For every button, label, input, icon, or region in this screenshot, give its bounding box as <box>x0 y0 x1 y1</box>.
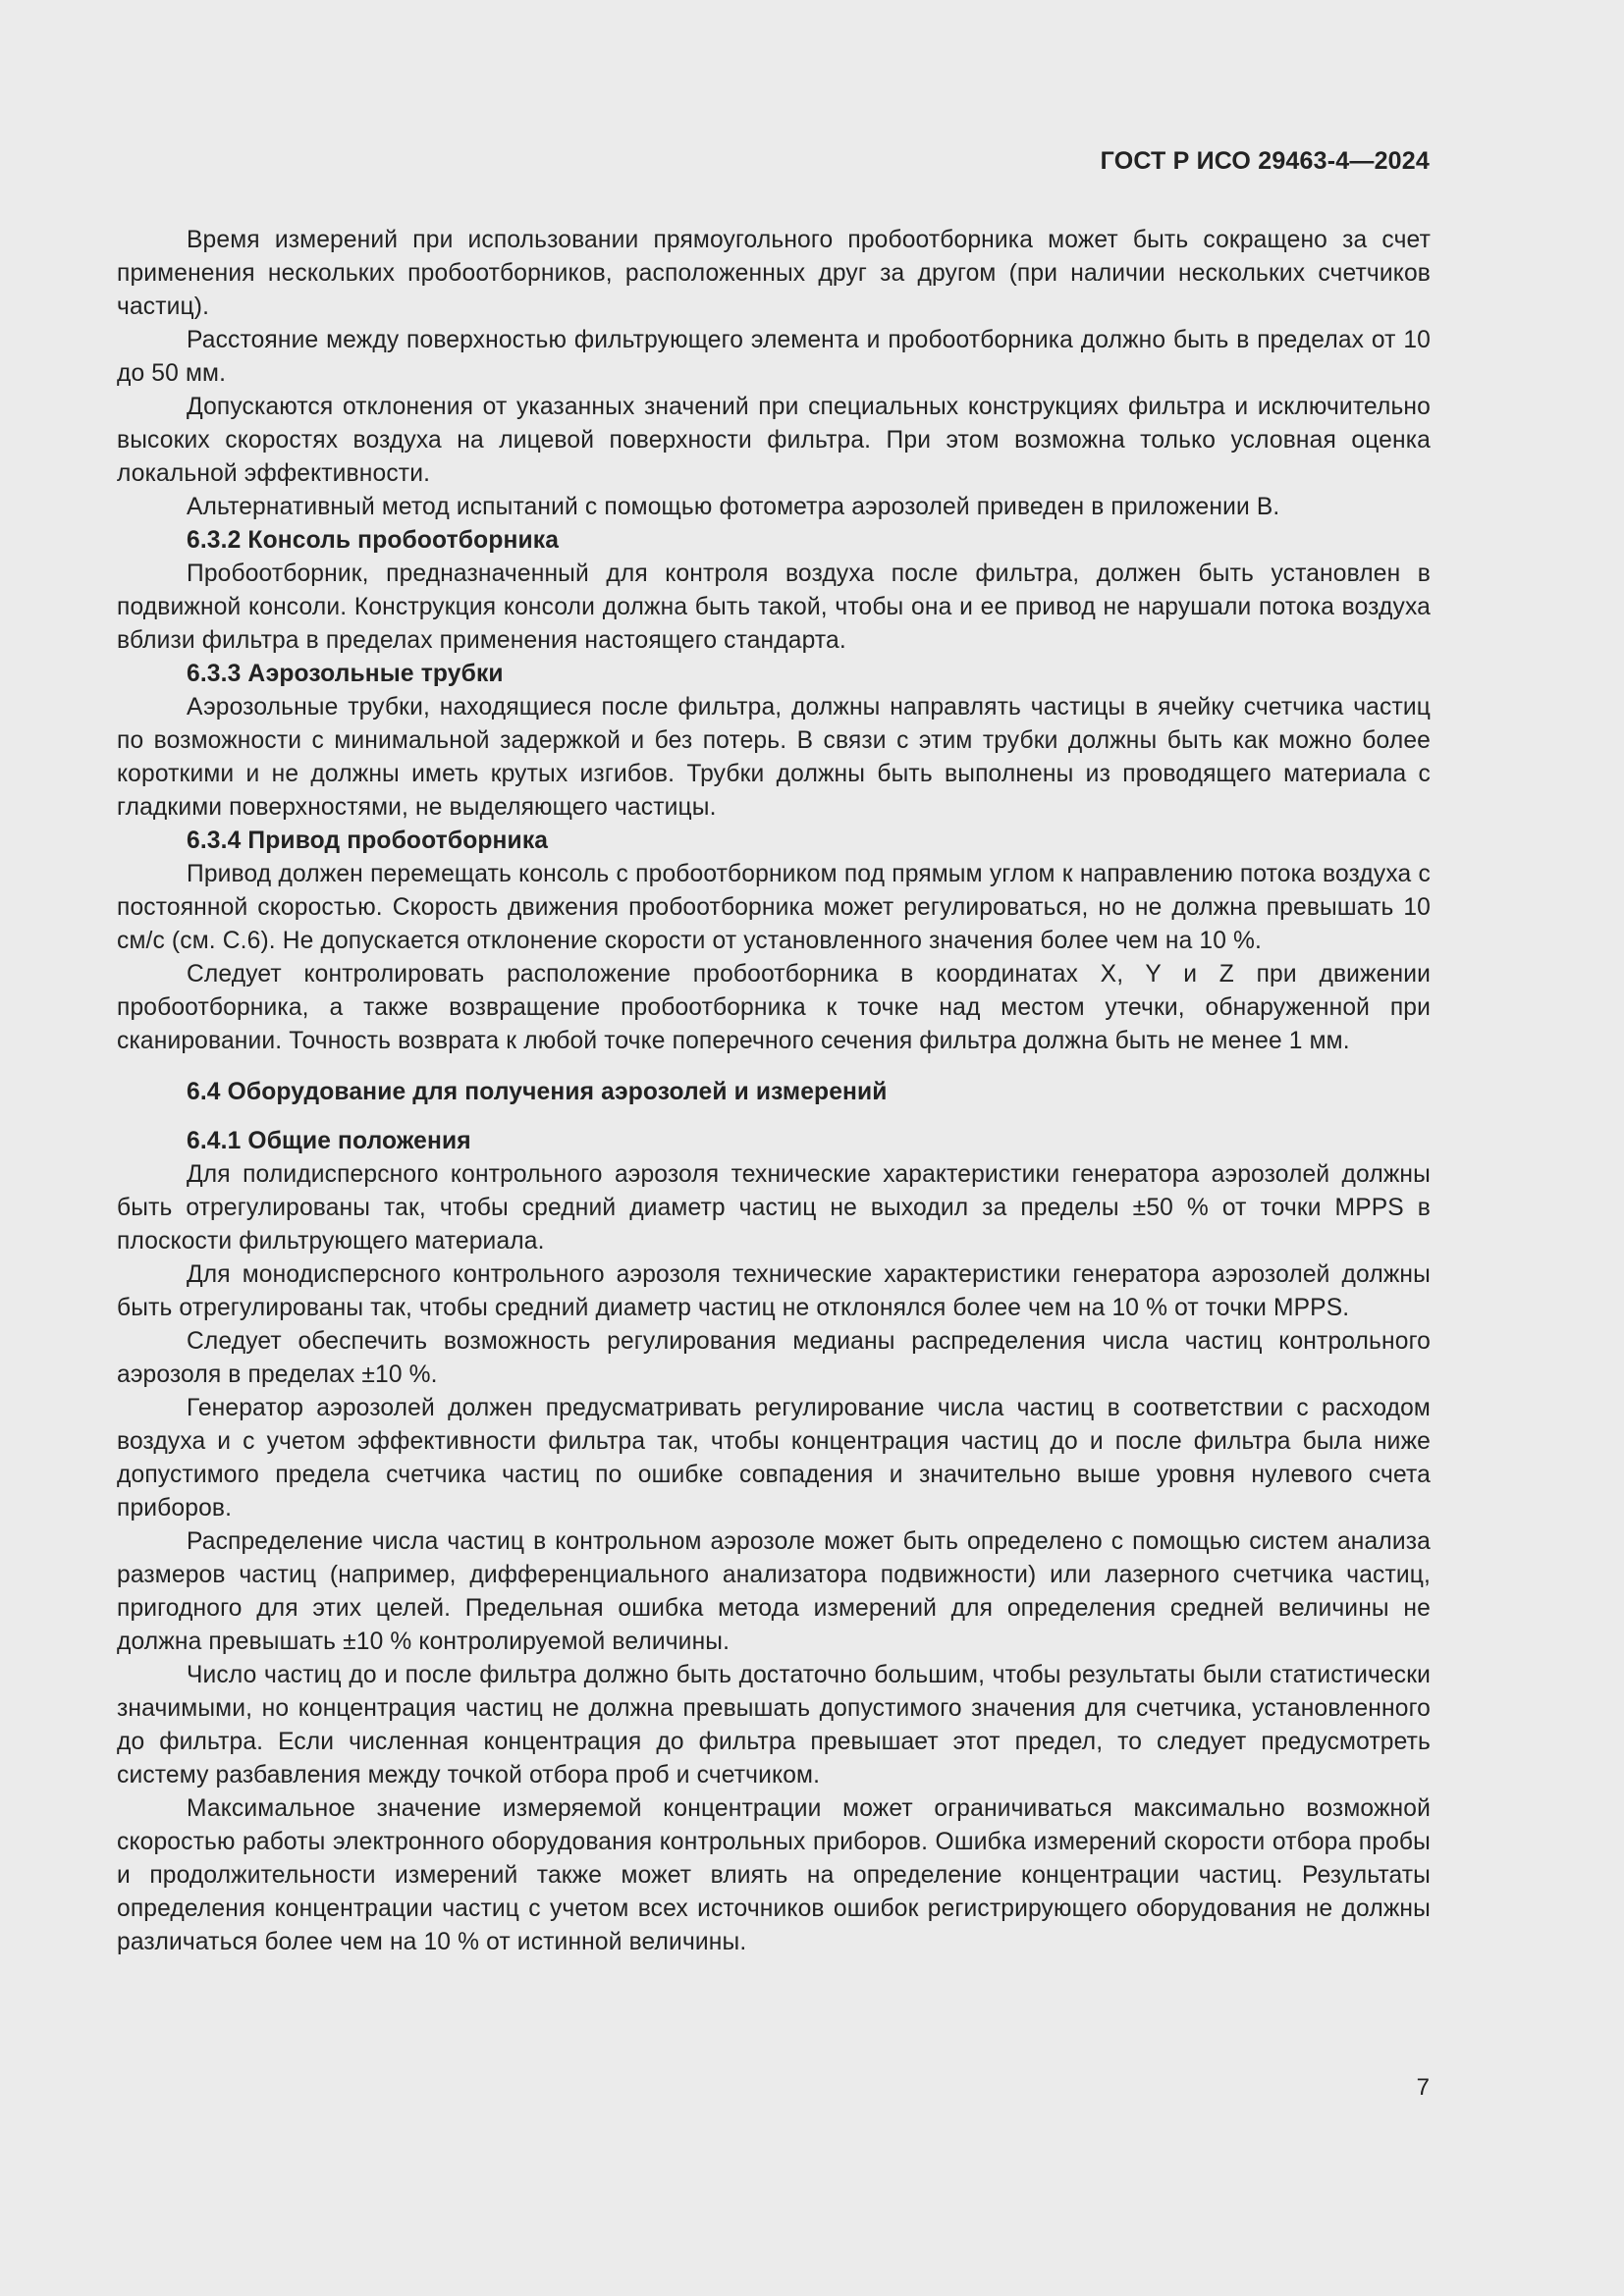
paragraph: Число частиц до и после фильтра должно быть достаточно большим, чтобы результаты были статистически значимыми, но концентрация частиц не должна превышать допустимого значения для счетчика, установленного до фильтра. Если численная концентрация до фильтра превышает этот предел, то следует предусмотреть систему разбавления между точкой отбора проб и счетчиком. <box>117 1662 1431 1789</box>
paragraph: Пробоотборник, предназначенный для контроля воздуха после фильтра, должен быть установлен в подвижной консоли. Конструкция консоли должна быть такой, чтобы она и ее привод не нарушали потока воздуха вблизи фильтра в пределах применения настоящего стандарта. <box>117 561 1431 654</box>
paragraph: Генератор аэрозолей должен предусматривать регулирование числа частиц в соответствии с расходом воздуха и с учетом эффективности фильтра так, чтобы концентрация частиц до и после фильтра была ниже допустимого предела счетчика частиц по ошибке совпадения и значительно выше уровня нулевого счета приборов. <box>117 1395 1431 1522</box>
document-body <box>117 224 1431 1959</box>
document-header: ГОСТ Р ИСО 29463-4—2024 <box>1100 147 1430 175</box>
paragraph: Расстояние между поверхностью фильтрующего элемента и пробоотборника должно быть в пределах от 10 до 50 мм. <box>117 327 1431 387</box>
paragraph: Время измерений при использовании прямоугольного пробоотборника может быть сокращено за счет применения нескольких пробоотборников, расположенных друг за другом (при наличии нескольких счетчиков частиц). <box>117 227 1431 320</box>
paragraph: Альтернативный метод испытаний с помощью фотометра аэрозолей приведен в приложении В. <box>187 494 1280 520</box>
paragraph: Привод должен перемещать консоль с пробоотборником под прямым углом к направлению потока воздуха с постоянной скоростью. Скорость движения пробоотборника может регулироваться, но не должна превышать 10 см/с (см. С.6). Не допускается отклонение скорости от установленного значения более чем на 10 %. <box>117 861 1431 954</box>
paragraph: Допускаются отклонения от указанных значений при специальных конструкциях фильтра и исключительно высоких скоростях воздуха на лицевой поверхности фильтра. При этом возможна только условная оценка локальной эффективности. <box>117 394 1431 487</box>
section-heading: 6.3.2 Консоль пробоотборника <box>187 527 560 554</box>
paragraph: Для полидисперсного контрольного аэрозоля технические характеристики генератора аэрозолей должны быть отрегулированы так, чтобы средний диаметр частиц не выходил за пределы ±50 % от точки MPPS в плоскости фильтрующего материала. <box>117 1161 1431 1255</box>
section-heading: 6.4.1 Общие положения <box>187 1128 471 1154</box>
paragraph: Аэрозольные трубки, находящиеся после фильтра, должны направлять частицы в ячейку счетчика частиц по возможности с минимальной задержкой и без потерь. В связи с этим трубки должны быть как можно более короткими и не должны иметь крутых изгибов. Трубки должны быть выполнены из проводящего материала с гладкими поверхностями, не выделяющего частицы. <box>117 694 1431 821</box>
paragraph: Для монодисперсного контрольного аэрозоля технические характеристики генератора аэрозолей должны быть отрегулированы так, чтобы средний диаметр частиц не отклонялся более чем на 10 % от точки MPPS. <box>117 1261 1431 1321</box>
paragraph: Максимальное значение измеряемой концентрации может ограничиваться максимально возможной скоростью работы электронного оборудования контрольных приборов. Ошибка измерений скорости отбора пробы и продолжительности измерений также может влиять на определение концентрации частиц. Результаты определения концентрации частиц с учетом всех источников ошибок регистрирующего оборудования не должны различаться более чем на 10 % от истинной величины. <box>117 1795 1431 1955</box>
section-heading: 6.3.4 Привод пробоотборника <box>187 828 549 854</box>
paragraph: Следует обеспечить возможность регулирования медианы распределения числа частиц контрольного аэрозоля в пределах ±10 %. <box>117 1328 1431 1388</box>
paragraph: Следует контролировать расположение пробоотборника в координатах X, Y и Z при движении пробоотборника, а также возвращение пробоотборника к точке над местом утечки, обнаруженной при сканировании. Точность возврата к любой точке поперечного сечения фильтра должна быть не менее 1 мм. <box>117 961 1431 1054</box>
page-number: 7 <box>1416 2074 1430 2101</box>
section-heading: 6.4 Оборудование для получения аэрозолей и измерений <box>187 1079 888 1105</box>
paragraph: Распределение числа частиц в контрольном аэрозоле может быть определено с помощью систем анализа размеров частиц (например, дифференциального анализатора подвижности) или лазерного счетчика частиц, пригодного для этих целей. Предельная ошибка метода измерений для определения средней величины не должна превышать ±10 % контролируемой величины. <box>117 1528 1431 1655</box>
section-heading: 6.3.3 Аэрозольные трубки <box>187 661 504 687</box>
